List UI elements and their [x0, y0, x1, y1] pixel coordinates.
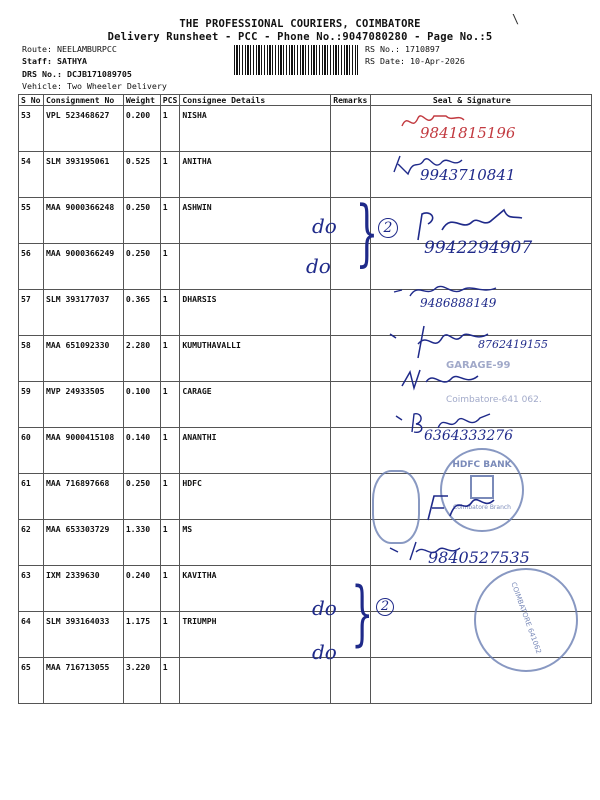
cell-sno: 54 [19, 152, 44, 198]
cell-pcs: 1 [160, 152, 180, 198]
cell-pcs: 1 [160, 336, 180, 382]
cell-consignment: SLM 393177037 [43, 290, 123, 336]
cell-pcs: 1 [160, 658, 180, 704]
barcode [234, 45, 358, 75]
table-row [19, 106, 592, 152]
cell-consignment: MAA 9000366248 [43, 198, 123, 244]
cell-remarks [330, 382, 370, 428]
phone-63: 9840527535 [428, 548, 530, 567]
cell-weight: 1.175 [123, 612, 160, 658]
signature-57 [392, 278, 502, 302]
col-seal: Seal & Signature [370, 95, 591, 106]
cell-weight: 1.330 [123, 520, 160, 566]
cell-consignee [180, 658, 331, 704]
cell-pcs: 1 [160, 520, 180, 566]
cell-pcs: 1 [160, 566, 180, 612]
cell-pcs: 1 [160, 244, 180, 290]
cell-weight: 0.525 [123, 152, 160, 198]
cell-consignment: SLM 393195061 [43, 152, 123, 198]
cell-weight: 0.250 [123, 244, 160, 290]
hdfc-stamp-branch: Coimbatore Branch [453, 504, 511, 511]
route-label: Route: NEELAMBURPCC [22, 44, 117, 54]
cell-consignment: MAA 716713055 [43, 658, 123, 704]
cell-weight: 0.200 [123, 106, 160, 152]
cell-weight: 0.365 [123, 290, 160, 336]
col-pcs: PCS [160, 95, 180, 106]
hdfc-stamp-name: HDFC BANK [452, 460, 512, 470]
cell-consignee: MS [180, 520, 331, 566]
col-consignment: Consignment No [43, 95, 123, 106]
cell-consignment: MAA 716897668 [43, 474, 123, 520]
drs-label: DRS No.: DCJB171089705 [22, 69, 132, 79]
cell-consignee: CARAGE [180, 382, 331, 428]
cell-consignee: NISHA [180, 106, 331, 152]
signature-63 [388, 538, 468, 564]
cell-consignee: KUMUTHAVALLI [180, 336, 331, 382]
phone-57: 9486888149 [420, 296, 497, 310]
cell-weight: 0.240 [123, 566, 160, 612]
cell-consignee: ANANTHI [180, 428, 331, 474]
signature-62 [420, 488, 510, 528]
col-weight: Weight [123, 95, 160, 106]
cell-consignee: ANITHA [180, 152, 331, 198]
cell-sno: 64 [19, 612, 44, 658]
ditto-mark-2: do [306, 254, 331, 278]
circled-count-1: 2 [378, 218, 398, 238]
cell-weight: 0.250 [123, 474, 160, 520]
col-consignee: Consignee Details [180, 95, 331, 106]
cell-sno: 62 [19, 520, 44, 566]
cell-pcs: 1 [160, 382, 180, 428]
cell-consignee: DHARSIS [180, 290, 331, 336]
cell-pcs: 1 [160, 106, 180, 152]
cell-sno: 53 [19, 106, 44, 152]
cell-remarks [330, 428, 370, 474]
signature-59 [396, 362, 496, 398]
cell-sno: 60 [19, 428, 44, 474]
vehicle-label: Vehicle: Two Wheeler Delivery [22, 81, 167, 91]
cell-sno: 55 [19, 198, 44, 244]
cell-sno: 59 [19, 382, 44, 428]
signature-60 [394, 408, 504, 438]
cell-remarks [330, 290, 370, 336]
cell-consignment: MAA 653303729 [43, 520, 123, 566]
signature-54 [390, 150, 470, 180]
cell-pcs: 1 [160, 428, 180, 474]
triumph-stamp-text: COIMBATORE 641062 [509, 581, 543, 655]
document-subtitle: Delivery Runsheet - PCC - Phone No.:9047080280 - Page No.:5 [107, 31, 493, 43]
cell-consignee: KAVITHA [180, 566, 331, 612]
cell-consignment: VPL 523468627 [43, 106, 123, 152]
cell-consignee: TRIUMPH [180, 612, 331, 658]
cell-sno: 63 [19, 566, 44, 612]
signature-58 [388, 322, 498, 362]
cell-consignee: ASHWIN [180, 198, 331, 244]
garage-stamp-name: GARAGE-99 [446, 360, 511, 371]
cell-pcs: 1 [160, 474, 180, 520]
staff-label: Staff: SATHYA [22, 56, 87, 66]
col-sno: S No [19, 95, 44, 106]
cell-remarks [330, 474, 370, 520]
ditto-mark-3: do [312, 596, 337, 620]
cell-weight: 3.220 [123, 658, 160, 704]
table-header-row [19, 95, 592, 106]
cell-pcs: 1 [160, 198, 180, 244]
rs-number: RS No.: 1710897 [365, 44, 440, 54]
cell-consignment: SLM 393164033 [43, 612, 123, 658]
cell-weight: 0.140 [123, 428, 160, 474]
cell-pcs: 1 [160, 290, 180, 336]
cell-sno: 57 [19, 290, 44, 336]
cell-sno: 56 [19, 244, 44, 290]
cell-remarks [330, 336, 370, 382]
signature-53 [398, 108, 468, 134]
garage-stamp-address: Coimbatore-641 062. [446, 395, 542, 405]
brace-64-65: } [351, 572, 374, 654]
phone-56: 9942294907 [424, 238, 533, 258]
cell-remarks [330, 520, 370, 566]
table-row [19, 244, 592, 290]
circled-count-2: 2 [376, 598, 394, 616]
col-remarks: Remarks [330, 95, 370, 106]
corner-mark: \ [512, 12, 520, 26]
table-row [19, 152, 592, 198]
brace-55-56: } [355, 190, 379, 274]
partial-stamp [372, 470, 420, 544]
cell-weight: 0.250 [123, 198, 160, 244]
document-title: THE PROFESSIONAL COURIERS, COIMBATORE [179, 18, 421, 30]
table-row [19, 290, 592, 336]
cell-seal [370, 658, 591, 704]
phone-60: 6364333276 [424, 428, 514, 444]
cell-pcs: 1 [160, 612, 180, 658]
cell-weight: 0.100 [123, 382, 160, 428]
cell-weight: 2.280 [123, 336, 160, 382]
ditto-mark-4: do [312, 640, 337, 664]
cell-sno: 65 [19, 658, 44, 704]
phone-58: 8762419155 [478, 338, 548, 351]
cell-consignment: MVP 24933505 [43, 382, 123, 428]
cell-sno: 58 [19, 336, 44, 382]
cell-consignment: MAA 651092330 [43, 336, 123, 382]
cell-consignee: HDFC [180, 474, 331, 520]
cell-consignee [180, 244, 331, 290]
signature-56 [408, 206, 528, 246]
cell-consignment: MAA 9000366249 [43, 244, 123, 290]
ditto-mark-1: do [312, 214, 337, 238]
cell-remarks [330, 106, 370, 152]
cell-consignment: MAA 9000415108 [43, 428, 123, 474]
cell-remarks [330, 658, 370, 704]
phone-54: 9943710841 [420, 166, 516, 184]
cell-consignment: IXM 2339630 [43, 566, 123, 612]
phone-53: 9841815196 [420, 124, 516, 142]
cell-sno: 61 [19, 474, 44, 520]
rs-date: RS Date: 10-Apr-2026 [365, 56, 465, 66]
triumph-stamp [474, 568, 578, 672]
